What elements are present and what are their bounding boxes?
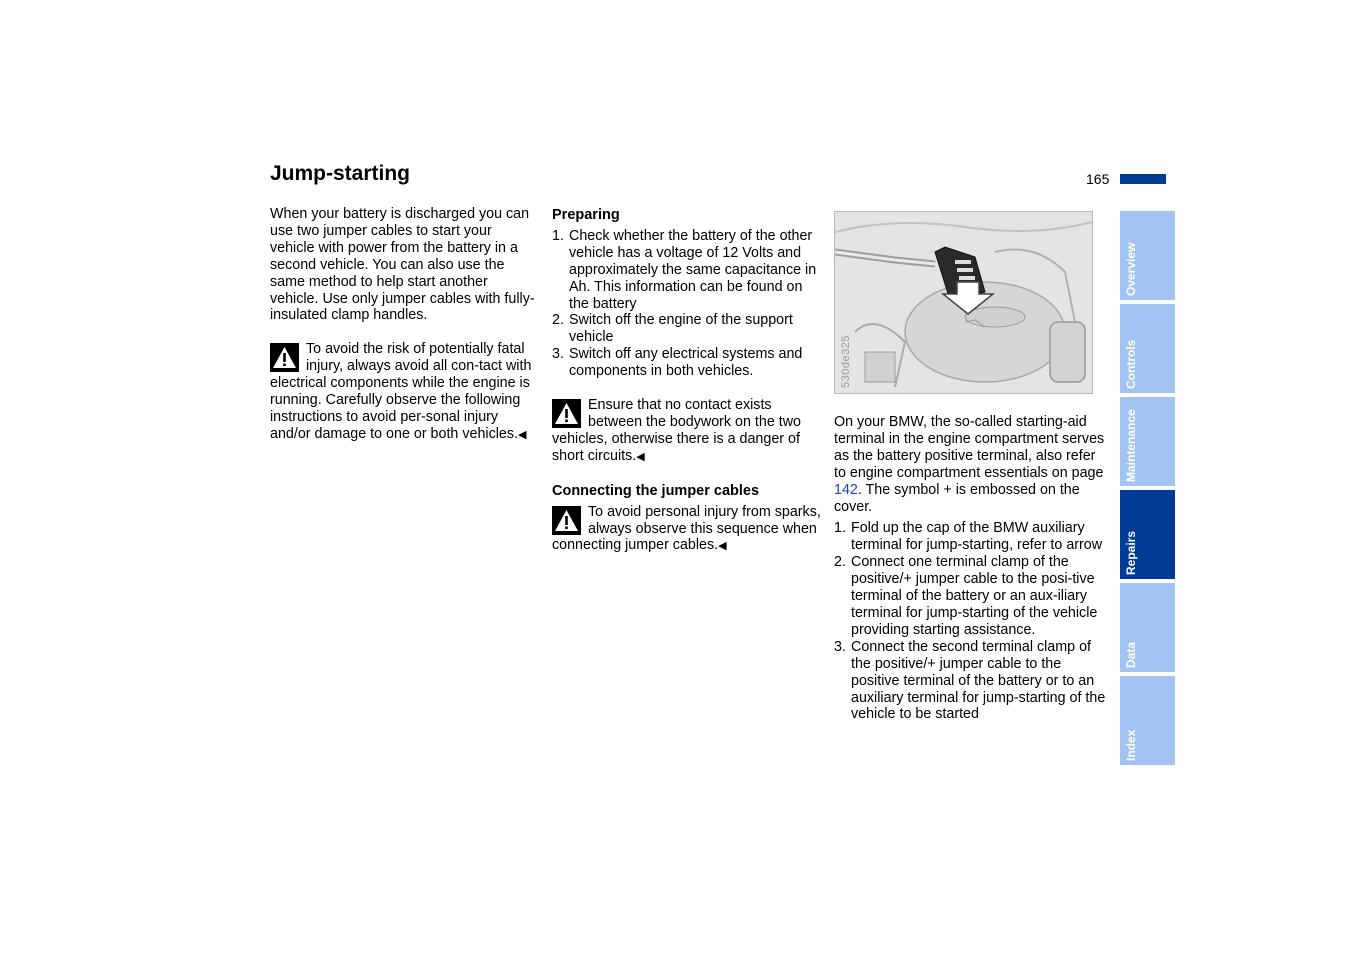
warning-text: Ensure that no contact exists between the bodywork on the two vehicles, otherwise there is a danger of short circuits. [552,397,802,464]
list-item [552,312,824,346]
page-title: Jump-starting [270,162,411,185]
list-item-text: Switch off any electrical systems and components in both vehicles. [569,346,803,380]
connecting-heading: Connecting the jumper cables [552,482,760,499]
end-mark: ◀ [718,540,727,553]
tab-maintenance[interactable] [1120,397,1175,486]
column-right [834,414,1106,723]
tab-label: Controls [1124,339,1138,389]
page-number-bar [1120,174,1166,184]
tab-controls[interactable] [1120,304,1175,393]
list-item-text: Switch off the engine of the support vehicle [569,312,793,346]
intro-paragraph [834,414,1106,515]
warning-block [552,397,824,466]
list-item-number: 3. [834,638,846,655]
list-item [834,520,1106,554]
end-mark: ◀ [636,450,645,463]
list-item-text: Check whether the battery of the other vehicle has a voltage of 12 Volts and approximately the same capacitance in Ah. This information can be found on the battery [569,227,817,312]
warning-triangle-icon [552,399,581,428]
tab-label: Index [1124,729,1138,761]
column-left [270,206,540,444]
tab-label: Repairs [1124,530,1138,575]
figure-code: 530de325 [840,335,852,388]
list-item-number: 1. [834,520,846,537]
warning-triangle-icon [270,343,299,372]
tab-index[interactable] [1120,676,1175,765]
warning-block [270,341,540,443]
connection-steps [834,520,1106,723]
list-item-text: Fold up the cap of the BMW auxiliary terminal for jump-starting, refer to arrow [851,520,1103,554]
list-item-text: Connect the second terminal clamp of the positive/+ jumper cable to the positive terminal of the battery or to an auxiliary terminal for jump-starting of the vehicle to be started [851,638,1106,723]
list-item [552,228,824,313]
engine-illustration [835,212,1092,393]
list-item-number: 3. [552,346,564,363]
page-number: 165 [1086,171,1110,187]
list-item [552,346,824,380]
tab-data[interactable] [1120,583,1175,672]
tab-label: Maintenance [1124,409,1138,482]
list-item-number: 2. [834,554,846,571]
intro-paragraph: When your battery is discharged you can use two jumper cables to start your vehicle with power from the battery in a second vehicle. You can also use the same method to help start another vehicle. Use only jumper cables with fully-insulated clamp handles. [270,206,535,324]
warning-text: To avoid the risk of potentially fatal injury, always avoid all con-tact with electrical components while the engine is running. Carefully observe the following instructions to avoid per-sonal injury and/or damage to one or both vehicles. [270,341,532,442]
list-item-number: 2. [552,312,564,329]
list-item [834,639,1106,724]
engine-compartment-figure [834,211,1093,394]
tab-repairs[interactable] [1120,490,1175,579]
warning-triangle-icon [552,506,581,535]
intro-text-before-link: On your BMW, the so-called starting-aid terminal in the engine compartment serves as the battery positive terminal, also refer to engine compartment essentials on page [834,414,1105,481]
tab-overview[interactable] [1120,211,1175,300]
preparing-steps [552,228,824,380]
column-middle [552,206,824,555]
list-item-text: Connect one terminal clamp of the positive/+ jumper cable to the posi-tive terminal of the battery or an aux-iliary terminal for jump-starting of the vehicle providing starting assistance. [851,554,1098,638]
intro-text-after-link: . The symbol + is embossed on the cover. [834,481,1080,515]
section-tabs [1120,211,1175,769]
list-item [834,554,1106,639]
warning-text: To avoid personal injury from sparks, always observe this sequence when connecting jumper cables. [552,503,821,554]
end-mark: ◀ [517,428,527,441]
warning-block [552,504,824,556]
tab-label: Overview [1124,242,1138,296]
list-item-number: 1. [552,227,564,244]
page-link[interactable]: 142 [834,481,858,498]
preparing-heading: Preparing [552,207,620,223]
tab-label: Data [1124,641,1138,668]
